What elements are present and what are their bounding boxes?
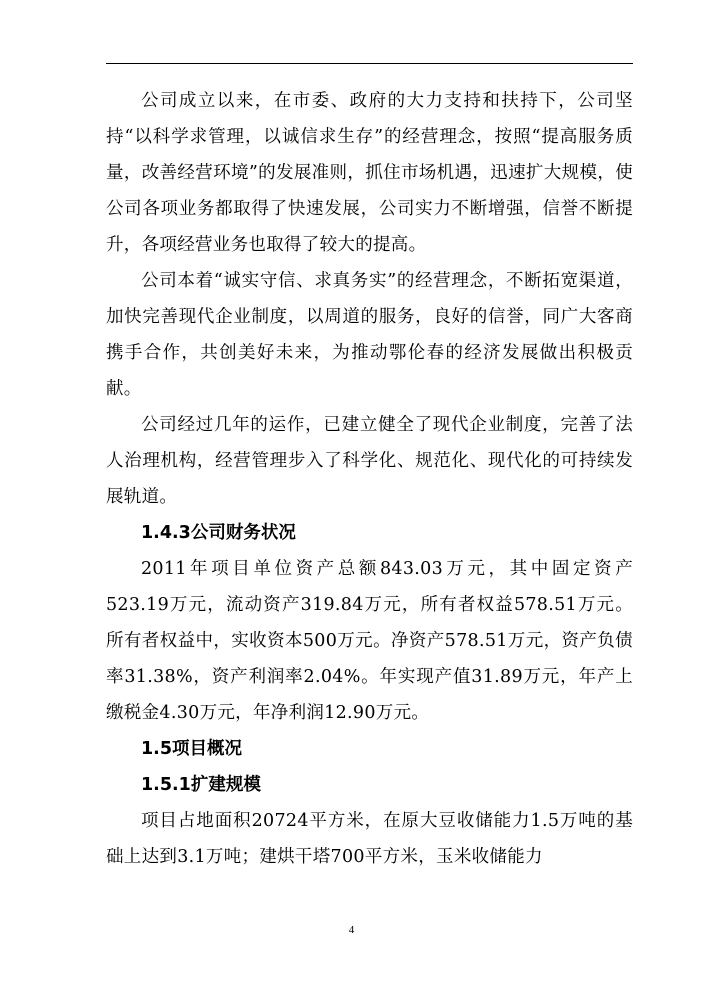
paragraph-financial-figures: 2011年项目单位资产总额843.03万元，其中固定资产523.19万元，流动资产319.84万元，所有者权益578.51万元。所有者权益中，实收资本500万元。净资产578.51万元，资产负债率31.38%，资产利润率2.04%。年实现产值31.89万元，年产上缴税金4.30万元，年净利润12.90万元。 (106, 559, 633, 723)
section-heading-expansion-scale: 1.5.1扩建规模 (141, 775, 261, 795)
paragraph-company-founding: 公司成立以来，在市委、政府的大力支持和扶持下，公司坚持“以科学求管理，以诚信求生存”的经营理念，按照“提高服务质量，改善经营环境”的发展准则，抓住市场机遇，迅速扩大规模，使公司各项业务都取得了快速发展，公司实力不断增强，信誉不断提升，各项经营业务也取得了较大的提高。 (106, 91, 633, 255)
section-heading-project-overview: 1.5项目概况 (141, 739, 243, 759)
section-heading-financial-status: 1.4.3公司财务状况 (141, 523, 296, 543)
document-body (106, 83, 633, 875)
header-rule (106, 63, 633, 64)
paragraph-expansion-scale: 项目占地面积20724平方米，在原大豆收储能力1.5万吨的基础上达到3.1万吨；建烘干塔700平方米，玉米收储能力 (106, 811, 633, 867)
page-number: 4 (348, 924, 355, 936)
paragraph-company-operation: 公司经过几年的运作，已建立健全了现代企业制度，完善了法人治理机构，经营管理步入了科学化、规范化、现代化的可持续发展轨道。 (106, 415, 633, 507)
paragraph-company-philosophy: 公司本着“诚实守信、求真务实”的经营理念，不断拓宽渠道，加快完善现代企业制度，以周道的服务，良好的信誉，同广大客商携手合作，共创美好未来，为推动鄂伦春的经济发展做出积极贡献。 (106, 271, 633, 399)
